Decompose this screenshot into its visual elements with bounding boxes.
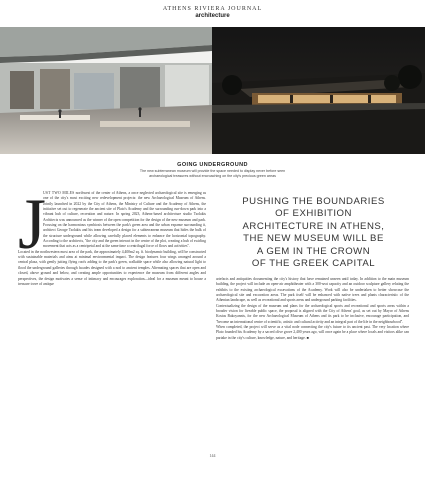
page-number: 144	[209, 453, 216, 458]
masthead	[0, 6, 425, 20]
article-paragraph-4: Contextualizing the design of the museum and plans for the archaeological sports and recreational and sports areas within a broader vision for liveable public space, the proposal is aligned with the City of Athens' goal, as set out by Mayor of Athens Kostas Bakoyannis, for the new Archaeological Museum of Athens and its park to be inclusive, encourage participation, and "become an international centre of scientific, artistic and cultural activity and an integral part of the life in the neighbourhood".	[216, 303, 409, 324]
caption-text-line1: The new subterranean museum will provide the space needed to display never before seen	[139, 169, 286, 173]
drop-cap: J	[18, 184, 47, 264]
article-column-left	[18, 191, 206, 287]
museum-render-image	[0, 27, 425, 154]
pull-quote-line: THE NEW MUSEUM WILL BE	[243, 233, 384, 245]
caption-title: GOING UNDERGROUND	[177, 162, 248, 168]
article-paragraph-2: Located in the northwestern most area of the park, the approximately 4,400m2 sq. ft. biodynamic building, will be constructed with sustainable materials and aims at minimal environmental impact. The design features four wings arranged around a central plaza, with gently jutting flying roofs adding to the park's green, walkable space while also allowing natural light to flood the underground galleries through facades designed with a nod to ancient temples. Alternating spaces that are open and closed, above ground and below, and creating ample opportunities to experience the museum from different angles and perspectives, the design motivates a sense of intimacy and encourages exploration—ideal for a museum meant to house a treasure trove of antique	[18, 249, 206, 286]
pull-quote-line: PUSHING THE BOUNDARIES	[242, 196, 385, 207]
article-paragraph-3: artefacts and antiquities documenting the city's history that have remained unseen until today. In addition to the main museum building, the project will include an open-air amphitheater with a 300-seat capacity and an outdoor sculpture gallery relating the exhibits to the existing archaeological excavations of the Academy. Work will also be undertaken to better showcase the archaeological site and excavation areas. The park itself will be enhanced with native trees and plants characteristic of the Athenian landscape, as well as recreational and sports areas and underground parking facilities.	[216, 277, 409, 303]
section-label: architecture	[195, 13, 230, 19]
lead-in-caps: UST TWO MILES	[43, 191, 75, 195]
article-column-right	[216, 277, 409, 341]
paragraph-1-text: northwest of the center of Athens, a once neglected archaeological site is emerging as one of the city's most exciting new redevelopment projects: the new Archaeological Museum of Athens. Jointly launched in 2022 by the City of Athens, the Ministry of Culture and the Academy of Athens, the initiative set out to regenerate the ancient site of Plato's Academy and the surrounding run-down park into a vibrant hub of culture, recreation and nature. In spring 2023, Athens-based architecture studio Tsolakis Architects was announced as the winner of the open competition for the design of the new museum and park. Focusing on the harmonious symbiosis between the park's green area and the urban expanse surrounding it, architect George Tsolakis and his team developed a design for a subterranean museum that hides the bulk of the structure underground while allowing carefully placed elements to enhance the horizontal topography. According to the architects, "the city and the green interact in the centre of the plot, creating a hub of swirling movement that acts as a centripetal and at the same time a centrifugal force of flows and activities".	[43, 191, 206, 249]
pull-quote-line: A GEM IN THE CROWN	[256, 245, 371, 257]
publication-title: ATHENS RIVIERA JOURNAL	[162, 6, 263, 12]
article-paragraph-1	[18, 191, 206, 250]
pull-quote-line: OF THE GREEK CAPITAL	[251, 258, 376, 270]
pull-quote	[226, 196, 401, 270]
caption-text-line2: archaeological treasures without encroaching on the city's precious green areas	[149, 174, 276, 178]
museum-render-illustration	[0, 27, 425, 154]
article-paragraph-5: When completed, the project will serve as a vital node connecting the city's future to its ancient past. The very location where Plato founded his Academy by a sacred olive grove 2,400 years ago, will once again be a place where locals and visitors alike can partake in the city's culture, knowledge, nature, and heritage. ■	[216, 325, 409, 340]
photo-caption	[90, 162, 335, 179]
pull-quote-line: OF EXHIBITION	[275, 208, 352, 220]
pull-quote-line: ARCHITECTURE IN ATHENS,	[242, 220, 385, 232]
